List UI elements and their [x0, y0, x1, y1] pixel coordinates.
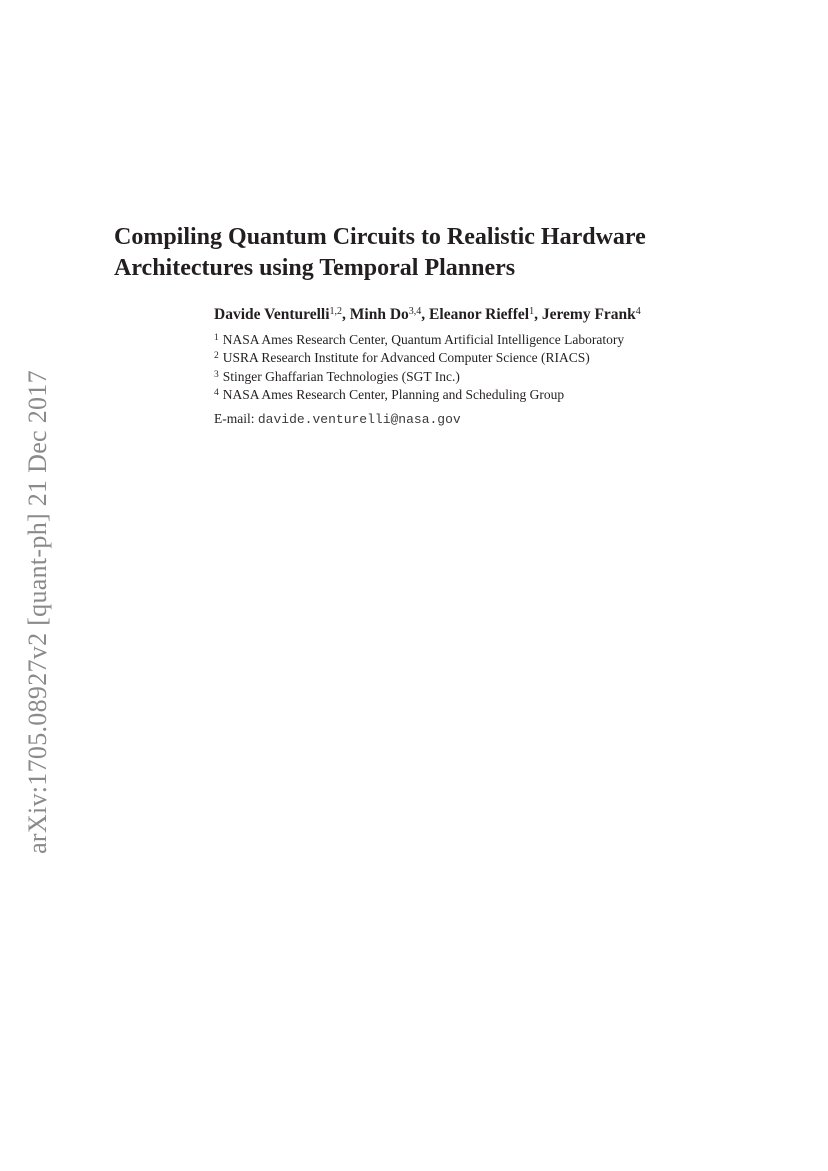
- author-name: Jeremy Frank: [541, 306, 636, 323]
- affiliation: [214, 349, 624, 367]
- affiliation-text: NASA Ames Research Center, Planning and Scheduling Group: [222, 386, 565, 402]
- author-separator: ,: [342, 306, 350, 323]
- title-line-2: Architectures using Temporal Planners: [114, 255, 516, 281]
- affiliation-mark: 1: [214, 333, 219, 343]
- email-address[interactable]: davide.venturelli@nasa.gov: [257, 412, 461, 427]
- affiliation: [214, 331, 624, 349]
- author: [542, 306, 641, 323]
- author-affiliation-marks: 1: [529, 306, 535, 317]
- affiliation: [214, 386, 624, 404]
- paper-title: [114, 222, 734, 284]
- author-separator: ,: [421, 306, 430, 323]
- author-name: Davide Venturelli: [214, 306, 330, 323]
- author-separator: ,: [534, 306, 542, 323]
- contact-email: [214, 411, 461, 427]
- arxiv-identifier-stamp: arXiv:1705.08927v2 [quant-ph] 21 Dec 2017: [23, 370, 52, 854]
- email-label: E-mail:: [214, 411, 255, 426]
- author-affiliation-marks: 4: [635, 306, 641, 317]
- affiliation-text: USRA Research Institute for Advanced Computer Science (RIACS): [222, 350, 590, 366]
- affiliation-text: NASA Ames Research Center, Quantum Artificial Intelligence Laboratory: [222, 332, 625, 347]
- author-name: Eleanor Rieffel: [429, 306, 530, 323]
- affiliation-mark: 2: [214, 351, 219, 362]
- author: [429, 306, 542, 323]
- author: [350, 306, 429, 323]
- affiliation-mark: 3: [214, 369, 219, 380]
- author-name: Minh Do: [349, 306, 409, 323]
- author-affiliation-marks: 1,2: [329, 306, 343, 317]
- author: [214, 306, 350, 323]
- author-list: [214, 306, 641, 324]
- title-line-1: Compiling Quantum Circuits to Realistic Hardware: [114, 224, 646, 250]
- affiliation: [214, 368, 624, 386]
- author-affiliation-marks: 3,4: [408, 306, 422, 317]
- affiliation-text: Stinger Ghaffarian Technologies (SGT Inc.): [222, 368, 460, 384]
- affiliation-list: [214, 331, 624, 404]
- affiliation-mark: 4: [214, 387, 219, 398]
